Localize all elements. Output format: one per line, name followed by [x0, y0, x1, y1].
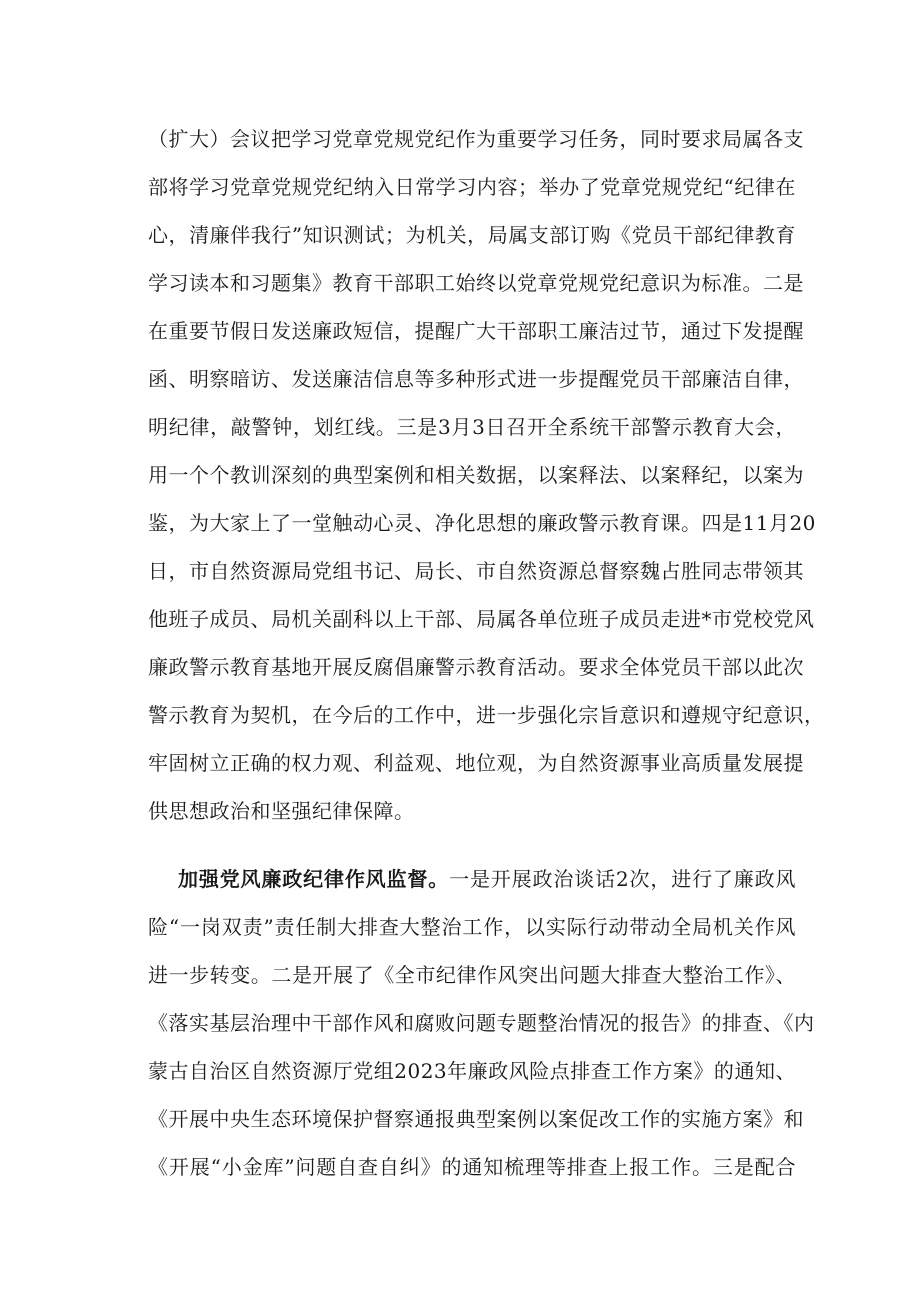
paragraph-2-line: 进一步转变。二是开展了《全市纪律作风突出问题大排查大整治工作》、 [148, 963, 796, 987]
paragraph-1-line: 他班子成员、局机关副科以上干部、局属各单位班子成员走进*市党校党风 [148, 607, 815, 631]
heading-line-text: 一是开展政治谈话2次，进行了廉政风 [449, 867, 796, 891]
paragraph-1-line: 廉政警示教育基地开展反腐倡廉警示教育活动。要求全体党员干部以此次 [148, 655, 804, 679]
paragraph-2-line: 蒙古自治区自然资源厅党组2023年廉政风险点排查工作方案》的通知、 [148, 1059, 796, 1083]
paragraph-1-line: 明纪律，敲警钟，划红线。三是3月3日召开全系统干部警示教育大会， [148, 415, 796, 439]
paragraph-1-line: 日，市自然资源局党组书记、局长、市自然资源总督察魏占胜同志带领其 [148, 559, 804, 583]
paragraph-1-line: 鉴，为大家上了一堂触动心灵、净化思想的廉政警示教育课。四是11月20 [148, 511, 816, 535]
paragraph-1-line: 在重要节假日发送廉政短信，提醒广大干部职工廉洁过节，通过下发提醒 [148, 319, 804, 343]
paragraph-1-line: 用一个个教训深刻的典型案例和相关数据，以案释法、以案释纪，以案为 [148, 463, 804, 487]
paragraph-1-line: 函、明察暗访、发送廉洁信息等多种形式进一步提醒党员干部廉洁自律， [148, 367, 804, 391]
paragraph-2-line: 险“一岗双责”责任制大排查大整治工作，以实际行动带动全局机关作风 [148, 915, 796, 939]
paragraph-1-line: 部将学习党章党规党纪纳入日常学习内容；举办了党章党规党纪“纪律在 [148, 175, 796, 199]
paragraph-1-line: 心，清廉伴我行”知识测试；为机关，局属支部订购《党员干部纪律教育 [148, 223, 796, 247]
paragraph-2-line-1 [178, 866, 796, 892]
paragraph-1-line: 学习读本和习题集》教育干部职工始终以党章党规党纪意识为标准。二是 [148, 271, 804, 295]
paragraph-2-line: 《落实基层治理中干部作风和腐败问题专题整治情况的报告》的排查、《内 [148, 1011, 815, 1035]
section-heading: 加强党风廉政纪律作风监督。 [178, 867, 450, 891]
paragraph-2-line: 《开展“小金库”问题自查自纠》的通知梳理等排查上报工作。三是配合 [148, 1155, 796, 1179]
paragraph-1-line: 警示教育为契机，在今后的工作中，进一步强化宗旨意识和遵规守纪意识， [148, 703, 825, 727]
paragraph-1-line: （扩大）会议把学习党章党规党纪作为重要学习任务，同时要求局属各支 [148, 127, 804, 151]
paragraph-1-line: 供思想政治和坚强纪律保障。 [148, 799, 415, 823]
paragraph-2-line: 《开展中央生态环境保护督察通报典型案例以案促改工作的实施方案》和 [148, 1107, 804, 1131]
paragraph-1-line: 牢固树立正确的权力观、利益观、地位观，为自然资源事业高质量发展提 [148, 751, 804, 775]
